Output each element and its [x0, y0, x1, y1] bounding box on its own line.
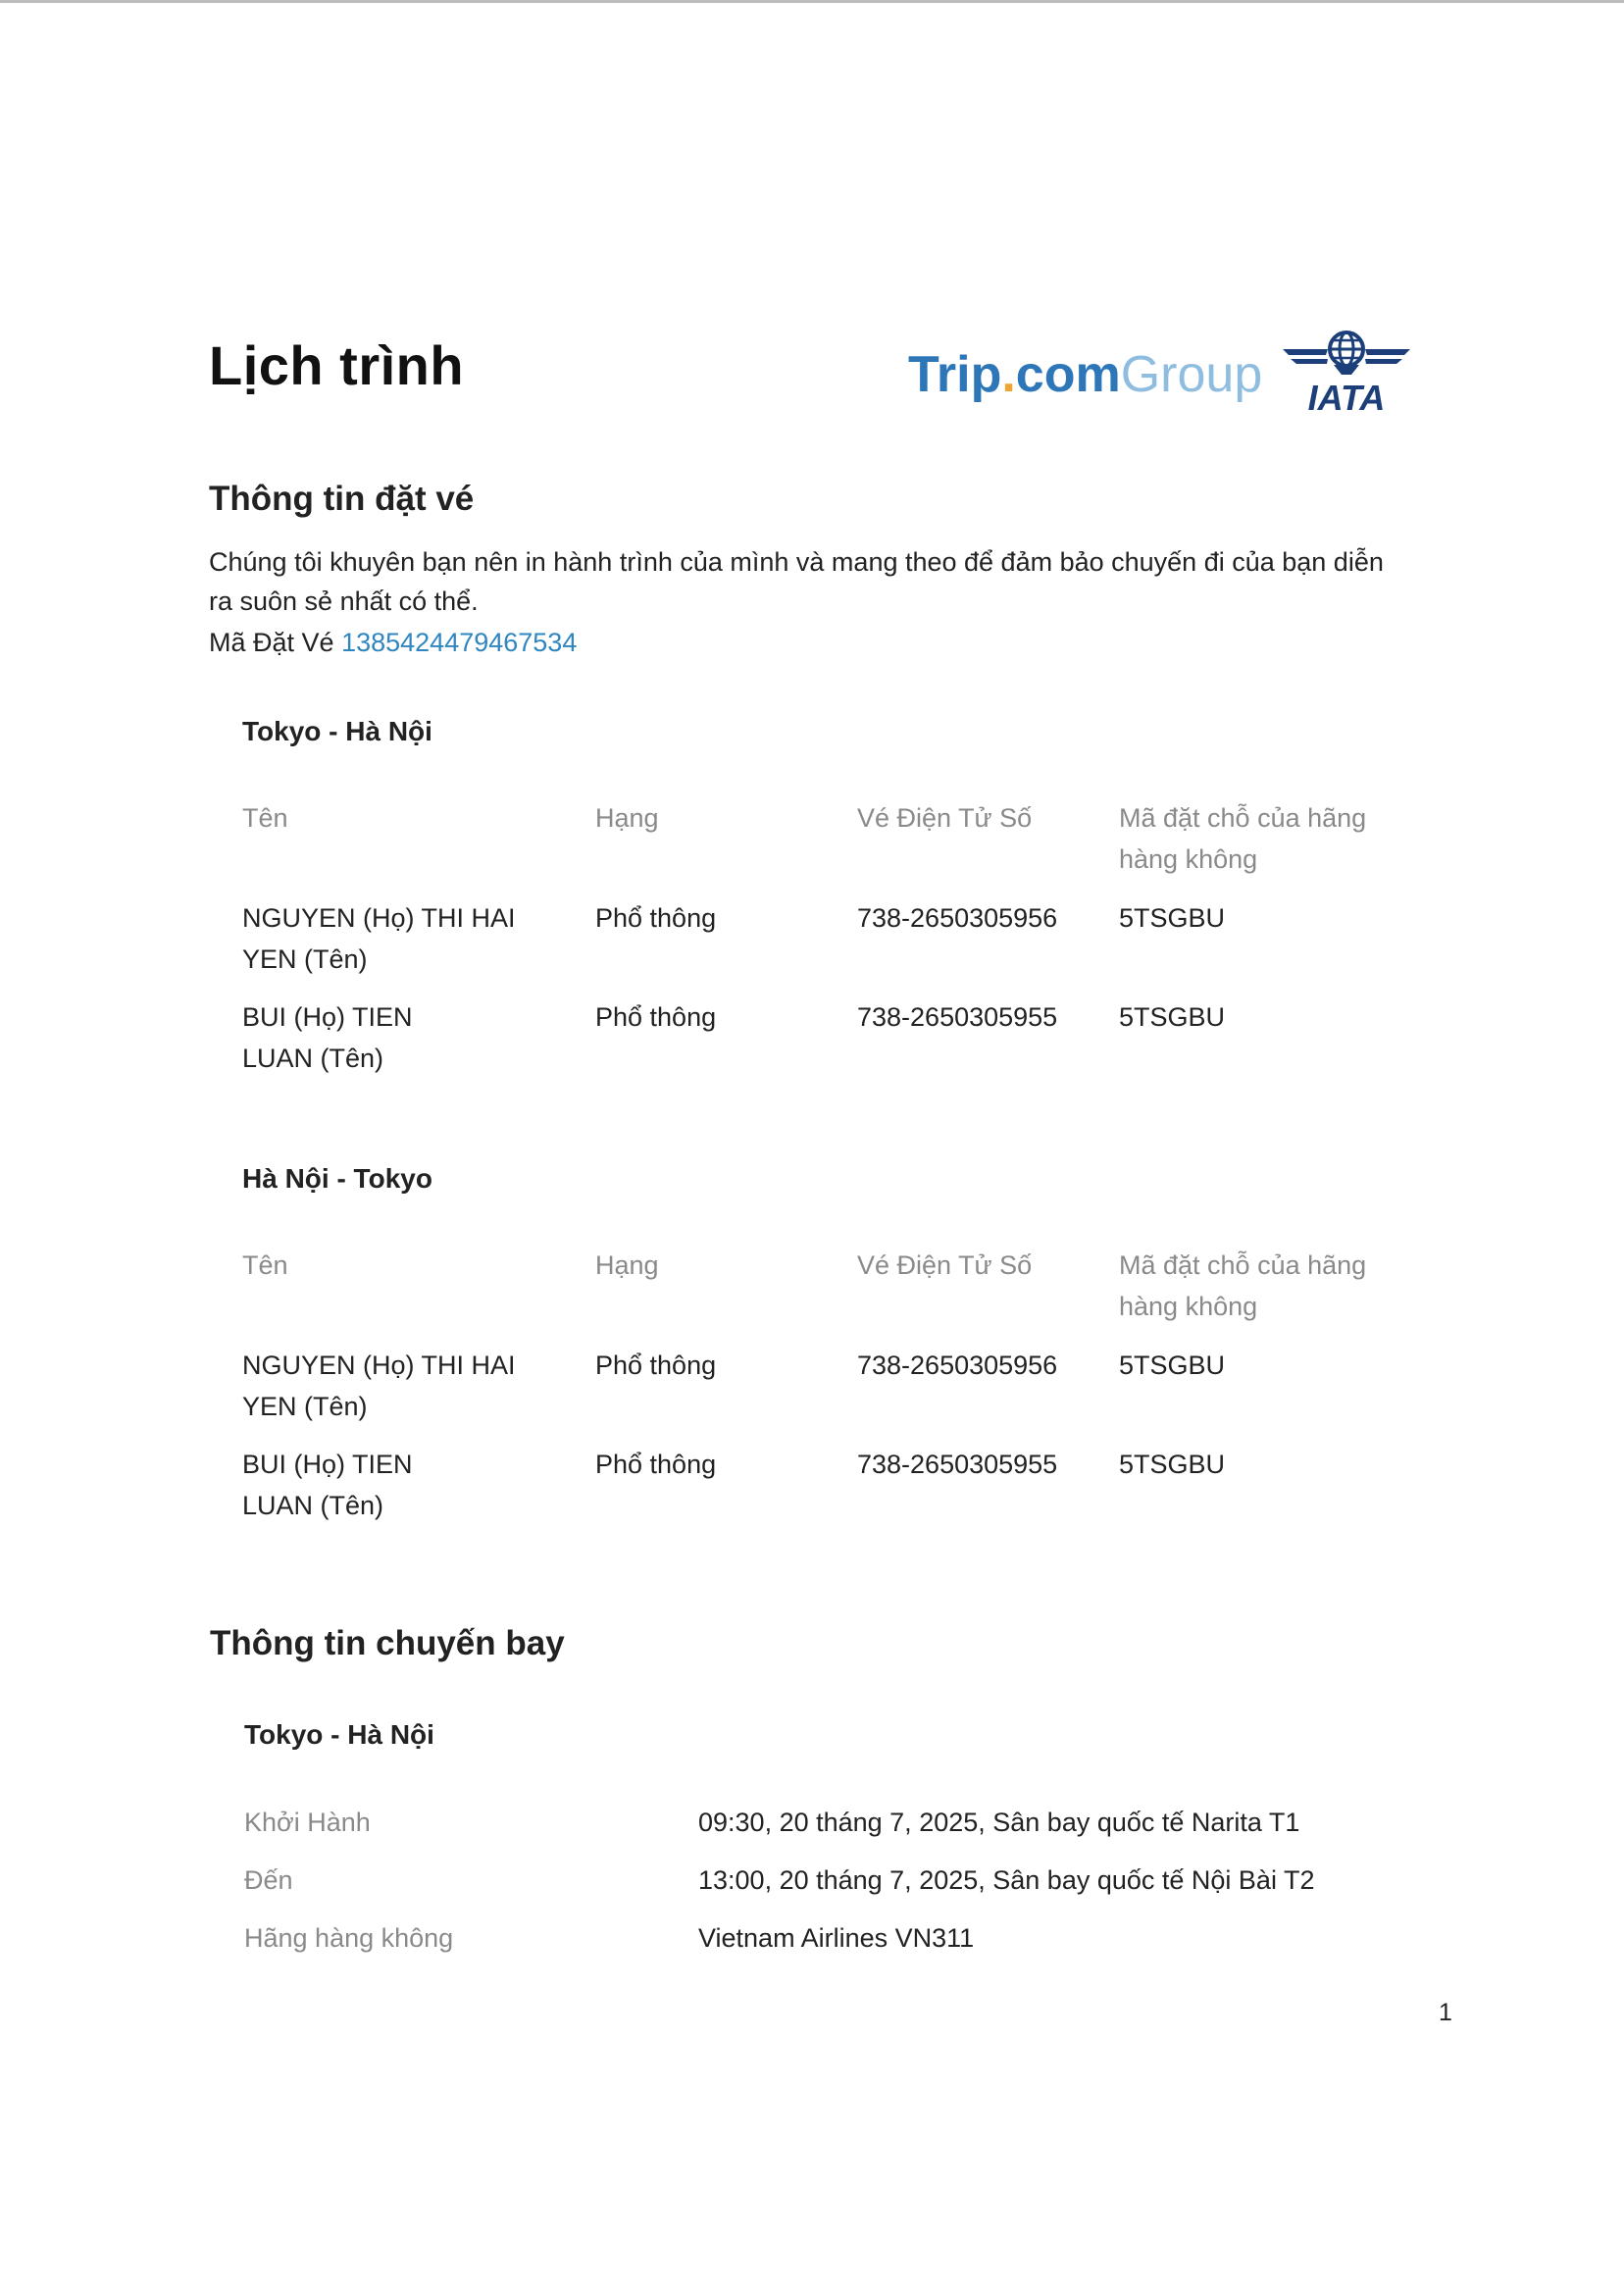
- arrival-label: Đến: [244, 1865, 293, 1895]
- iata-logo: [1283, 328, 1410, 416]
- header-class: Hạng: [595, 803, 659, 833]
- header-class: Hạng: [595, 1250, 659, 1280]
- booking-code-label: Mã Đặt Vé: [209, 628, 334, 657]
- passenger-name: [242, 996, 566, 1079]
- header-pnr: [1119, 1245, 1403, 1327]
- passenger-pnr: 5TSGBU: [1119, 903, 1226, 933]
- passenger-pnr: 5TSGBU: [1119, 1002, 1226, 1032]
- airline-value: Vietnam Airlines VN311: [698, 1923, 975, 1953]
- header-name: Tên: [242, 1250, 288, 1280]
- scan-edge-line: [0, 0, 1624, 3]
- header-pnr: [1119, 797, 1403, 880]
- passenger-class: Phổ thông: [595, 903, 717, 933]
- passenger-class: Phổ thông: [595, 1450, 717, 1479]
- departure-value: 09:30, 20 tháng 7, 2025, Sân bay quốc tế Narita T1: [698, 1808, 1300, 1837]
- passenger-name-line-2: YEN (Tên): [242, 1392, 368, 1421]
- header-pnr-line-1: Mã đặt chỗ của hãng: [1119, 803, 1367, 833]
- trip-logo-dot: .: [1001, 346, 1016, 403]
- header-pnr-line-2: hàng không: [1119, 1292, 1258, 1321]
- trip-logo-trip: Trip: [908, 346, 1002, 403]
- page-title: Lịch trình: [209, 334, 465, 396]
- flight-route-title: Tokyo - Hà Nội: [244, 1719, 434, 1750]
- header-ticket: Vé Điện Tử Số: [857, 1250, 1033, 1280]
- route-title-tokyo-hanoi: Tokyo - Hà Nội: [242, 716, 432, 746]
- header-pnr-line-2: hàng không: [1119, 844, 1258, 874]
- header-name: Tên: [242, 803, 288, 833]
- trip-com-group-logo: [908, 345, 1262, 404]
- passenger-pnr: 5TSGBU: [1119, 1450, 1226, 1479]
- airline-label: Hãng hàng không: [244, 1923, 454, 1953]
- passenger-name: [242, 1444, 566, 1526]
- header-ticket: Vé Điện Tử Số: [857, 803, 1033, 833]
- passenger-name-line-1: BUI (Họ) TIEN: [242, 1002, 413, 1032]
- passenger-name-line-1: NGUYEN (Họ) THI HAI: [242, 903, 516, 933]
- booking-code: [209, 628, 577, 658]
- flight-info-heading: Thông tin chuyến bay: [210, 1624, 565, 1662]
- passenger-name-line-2: LUAN (Tên): [242, 1491, 384, 1520]
- trip-logo-com: com: [1015, 346, 1121, 403]
- booking-advice-line-1: Chúng tôi khuyên bạn nên in hành trình của mình và mang theo để đảm bảo chuyến đi của bạn diễn: [209, 547, 1384, 577]
- booking-info-heading: Thông tin đặt vé: [209, 480, 475, 518]
- passenger-ticket: 738-2650305956: [857, 1351, 1058, 1380]
- passenger-pnr: 5TSGBU: [1119, 1351, 1226, 1380]
- passenger-name-line-2: LUAN (Tên): [242, 1044, 384, 1073]
- arrival-value: 13:00, 20 tháng 7, 2025, Sân bay quốc tế Nội Bài T2: [698, 1865, 1315, 1895]
- booking-code-value[interactable]: 1385424479467534: [341, 628, 578, 657]
- passenger-name-line-1: NGUYEN (Họ) THI HAI: [242, 1351, 516, 1380]
- passenger-ticket: 738-2650305955: [857, 1450, 1058, 1479]
- passenger-name-line-1: BUI (Họ) TIEN: [242, 1450, 413, 1479]
- trip-logo-group: Group: [1120, 346, 1263, 403]
- route-title-hanoi-tokyo: Hà Nội - Tokyo: [242, 1163, 432, 1194]
- passenger-class: Phổ thông: [595, 1351, 717, 1380]
- passenger-ticket: 738-2650305956: [857, 903, 1058, 933]
- passenger-name-line-2: YEN (Tên): [242, 944, 368, 974]
- passenger-name: [242, 1345, 566, 1427]
- departure-label: Khởi Hành: [244, 1808, 371, 1837]
- passenger-name: [242, 897, 566, 980]
- passenger-ticket: 738-2650305955: [857, 1002, 1058, 1032]
- passenger-class: Phổ thông: [595, 1002, 717, 1032]
- iata-logo-text: IATA: [1307, 378, 1386, 416]
- header-pnr-line-1: Mã đặt chỗ của hãng: [1119, 1250, 1367, 1280]
- page-number: 1: [1439, 1999, 1452, 2026]
- booking-advice-line-2: ra suôn sẻ nhất có thể.: [209, 586, 479, 616]
